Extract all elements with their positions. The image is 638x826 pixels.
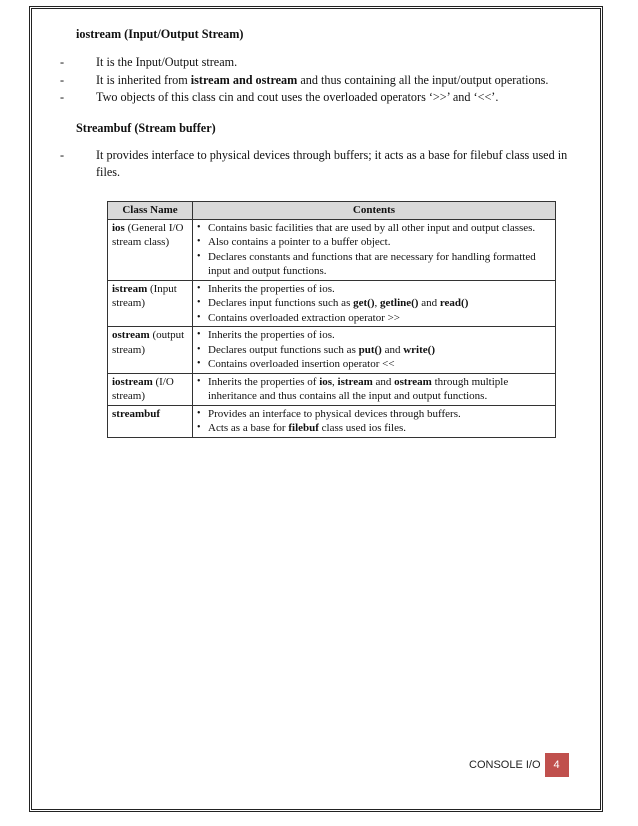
class-name-cell: ostream (output stream) [108, 327, 193, 374]
list-item: • Contains overloaded insertion operator << [197, 358, 395, 371]
list-item: • Declares constants and functions that are necessary for handling formatted input and output functions. [197, 250, 536, 278]
list-item: • Acts as a base for filebuf class used ios files. [197, 422, 406, 435]
contents-cell [193, 219, 556, 280]
list-item: • Provides an interface to physical devices through buffers. [197, 407, 461, 420]
iostream-points [60, 54, 570, 105]
class-name-cell: iostream (I/O stream) [108, 373, 193, 405]
heading-streambuf: Streambuf (Stream buffer) [76, 120, 216, 135]
table-row [108, 327, 556, 374]
list-item: • Inherits the properties of ios, istream and ostream through multiple inheritance and thus contains all the input and output functions. [197, 375, 509, 403]
list-item: • Declares input functions such as get(), getline() and read() [197, 297, 469, 310]
footer-label: CONSOLE I/O [469, 759, 541, 771]
column-header: Class Name [108, 202, 193, 220]
list-item: • Also contains a pointer to a buffer object. [197, 236, 391, 249]
list-item: • Inherits the properties of ios. [197, 329, 335, 342]
table-header-row [108, 202, 556, 220]
list-item: - Two objects of this class cin and cout uses the overloaded operators ‘>>’ and ‘<<’. [60, 90, 499, 105]
class-name-cell: istream (Input stream) [108, 280, 193, 327]
table-row [108, 280, 556, 327]
heading-iostream: iostream (Input/Output Stream) [76, 27, 244, 41]
list-item: • Contains overloaded extraction operator >> [197, 311, 401, 324]
page-footer [469, 753, 569, 777]
list-item: • Inherits the properties of ios. [197, 282, 335, 295]
table-row [108, 373, 556, 405]
contents-cell [193, 280, 556, 327]
list-item: • Contains basic facilities that are used by all other input and output classes. [197, 221, 536, 234]
class-name-cell: streambuf [108, 405, 193, 437]
list-item: - It is the Input/Output stream. [60, 55, 238, 70]
streambuf-paragraph: - It provides interface to physical devices through buffers; it acts as a base for filebuf class used in files. [60, 148, 568, 179]
contents-cell [193, 405, 556, 437]
page-number-badge: 4 [545, 753, 569, 777]
contents-cell [193, 373, 556, 405]
class-name-cell: ios (General I/O stream class) [108, 219, 193, 280]
page-content [60, 26, 570, 180]
table-row [108, 405, 556, 437]
column-header: Contents [193, 202, 556, 220]
table-row [108, 219, 556, 280]
list-item: - It is inherited from istream and ostream and thus containing all the input/output operations. [60, 72, 549, 87]
list-item: • Declares output functions such as put() and write() [197, 343, 435, 356]
contents-cell [193, 327, 556, 374]
stream-classes-table [107, 201, 556, 438]
